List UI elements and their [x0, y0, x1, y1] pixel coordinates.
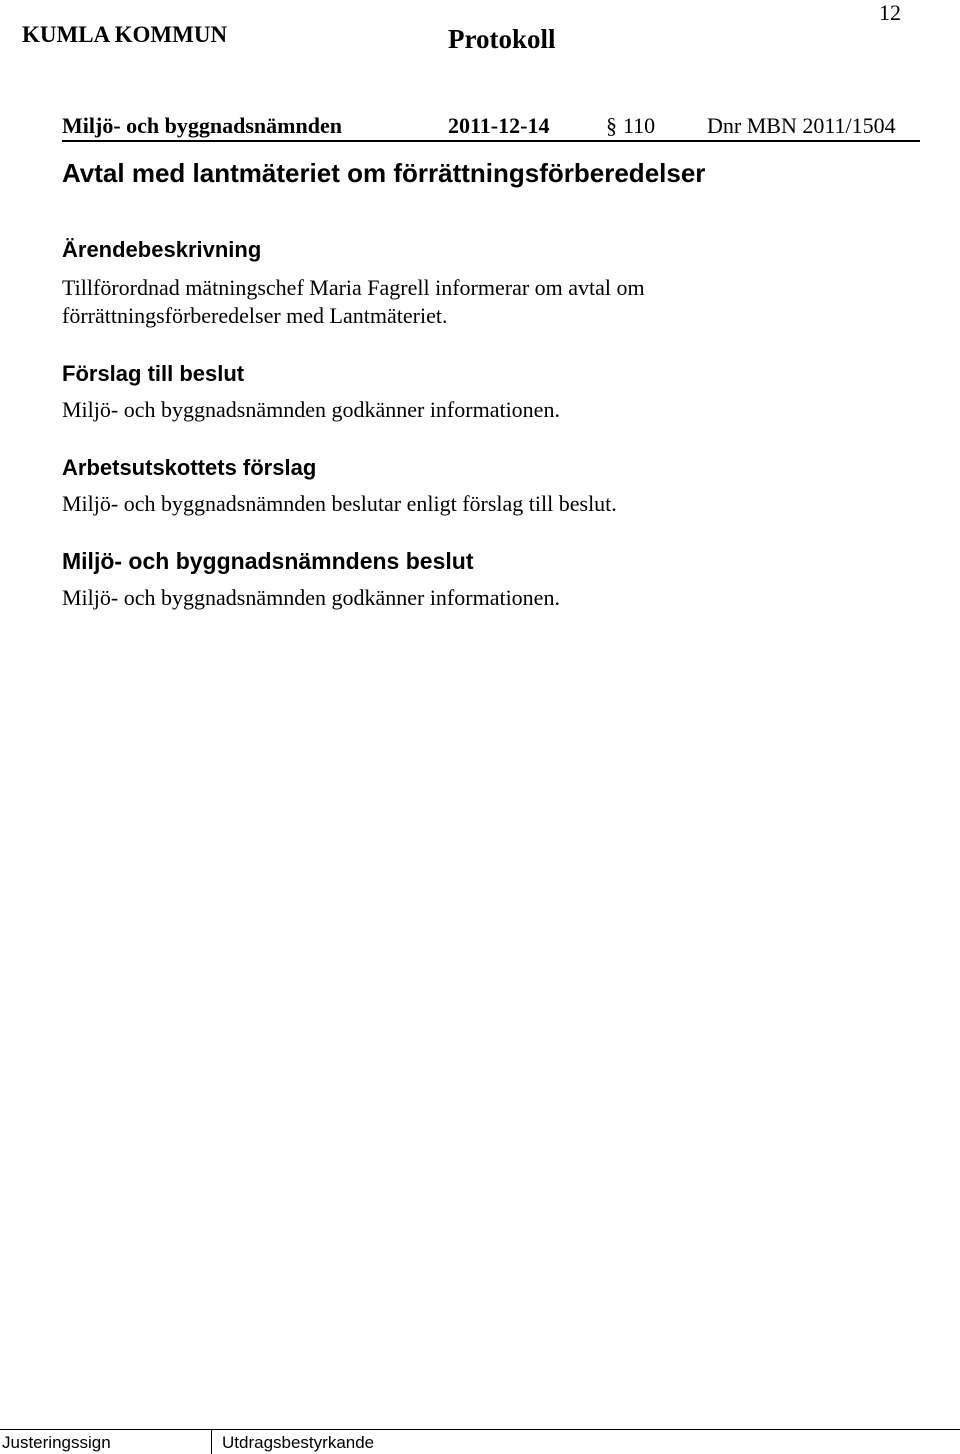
- proposal-text: Miljö- och byggnadsnämnden godkänner informationen.: [62, 397, 560, 422]
- diary-number: Dnr MBN 2011/1504: [707, 113, 896, 138]
- meeting-date: 2011-12-14: [448, 113, 550, 138]
- footer-signature-label: Justeringssign: [2, 1433, 111, 1452]
- organization-name: KUMLA KOMMUN: [22, 22, 228, 47]
- footer-divider: [0, 1429, 960, 1430]
- section-heading-committee-proposal: Arbetsutskottets förslag: [62, 455, 317, 480]
- section-heading-proposal: Förslag till beslut: [62, 361, 245, 386]
- paragraph-symbol: §: [606, 113, 617, 138]
- section-heading-decision: Miljö- och byggnadsnämndens beslut: [62, 548, 474, 574]
- section-heading-description: Ärendebeskrivning: [62, 237, 262, 262]
- description-line-1: Tillförordnad mätningschef Maria Fagrell informerar om avtal om: [62, 275, 645, 300]
- decision-text: Miljö- och byggnadsnämnden godkänner informationen.: [62, 585, 560, 610]
- page-number: 12: [879, 0, 901, 25]
- document-type: Protokoll: [448, 24, 556, 54]
- committee-proposal-text: Miljö- och byggnadsnämnden beslutar enligt förslag till beslut.: [62, 491, 617, 516]
- header-divider: [62, 140, 920, 142]
- committee-name: Miljö- och byggnadsnämnden: [62, 113, 342, 138]
- paragraph-number: [606, 113, 655, 139]
- footer-certification-label: Utdragsbestyrkande: [222, 1433, 375, 1452]
- item-title: Avtal med lantmäteriet om förrättningsförberedelser: [62, 158, 706, 188]
- description-line-2: förrättningsförberedelser med Lantmäteriet.: [62, 303, 448, 328]
- paragraph-number-value: 110: [623, 113, 656, 138]
- footer-column-divider: [211, 1429, 212, 1454]
